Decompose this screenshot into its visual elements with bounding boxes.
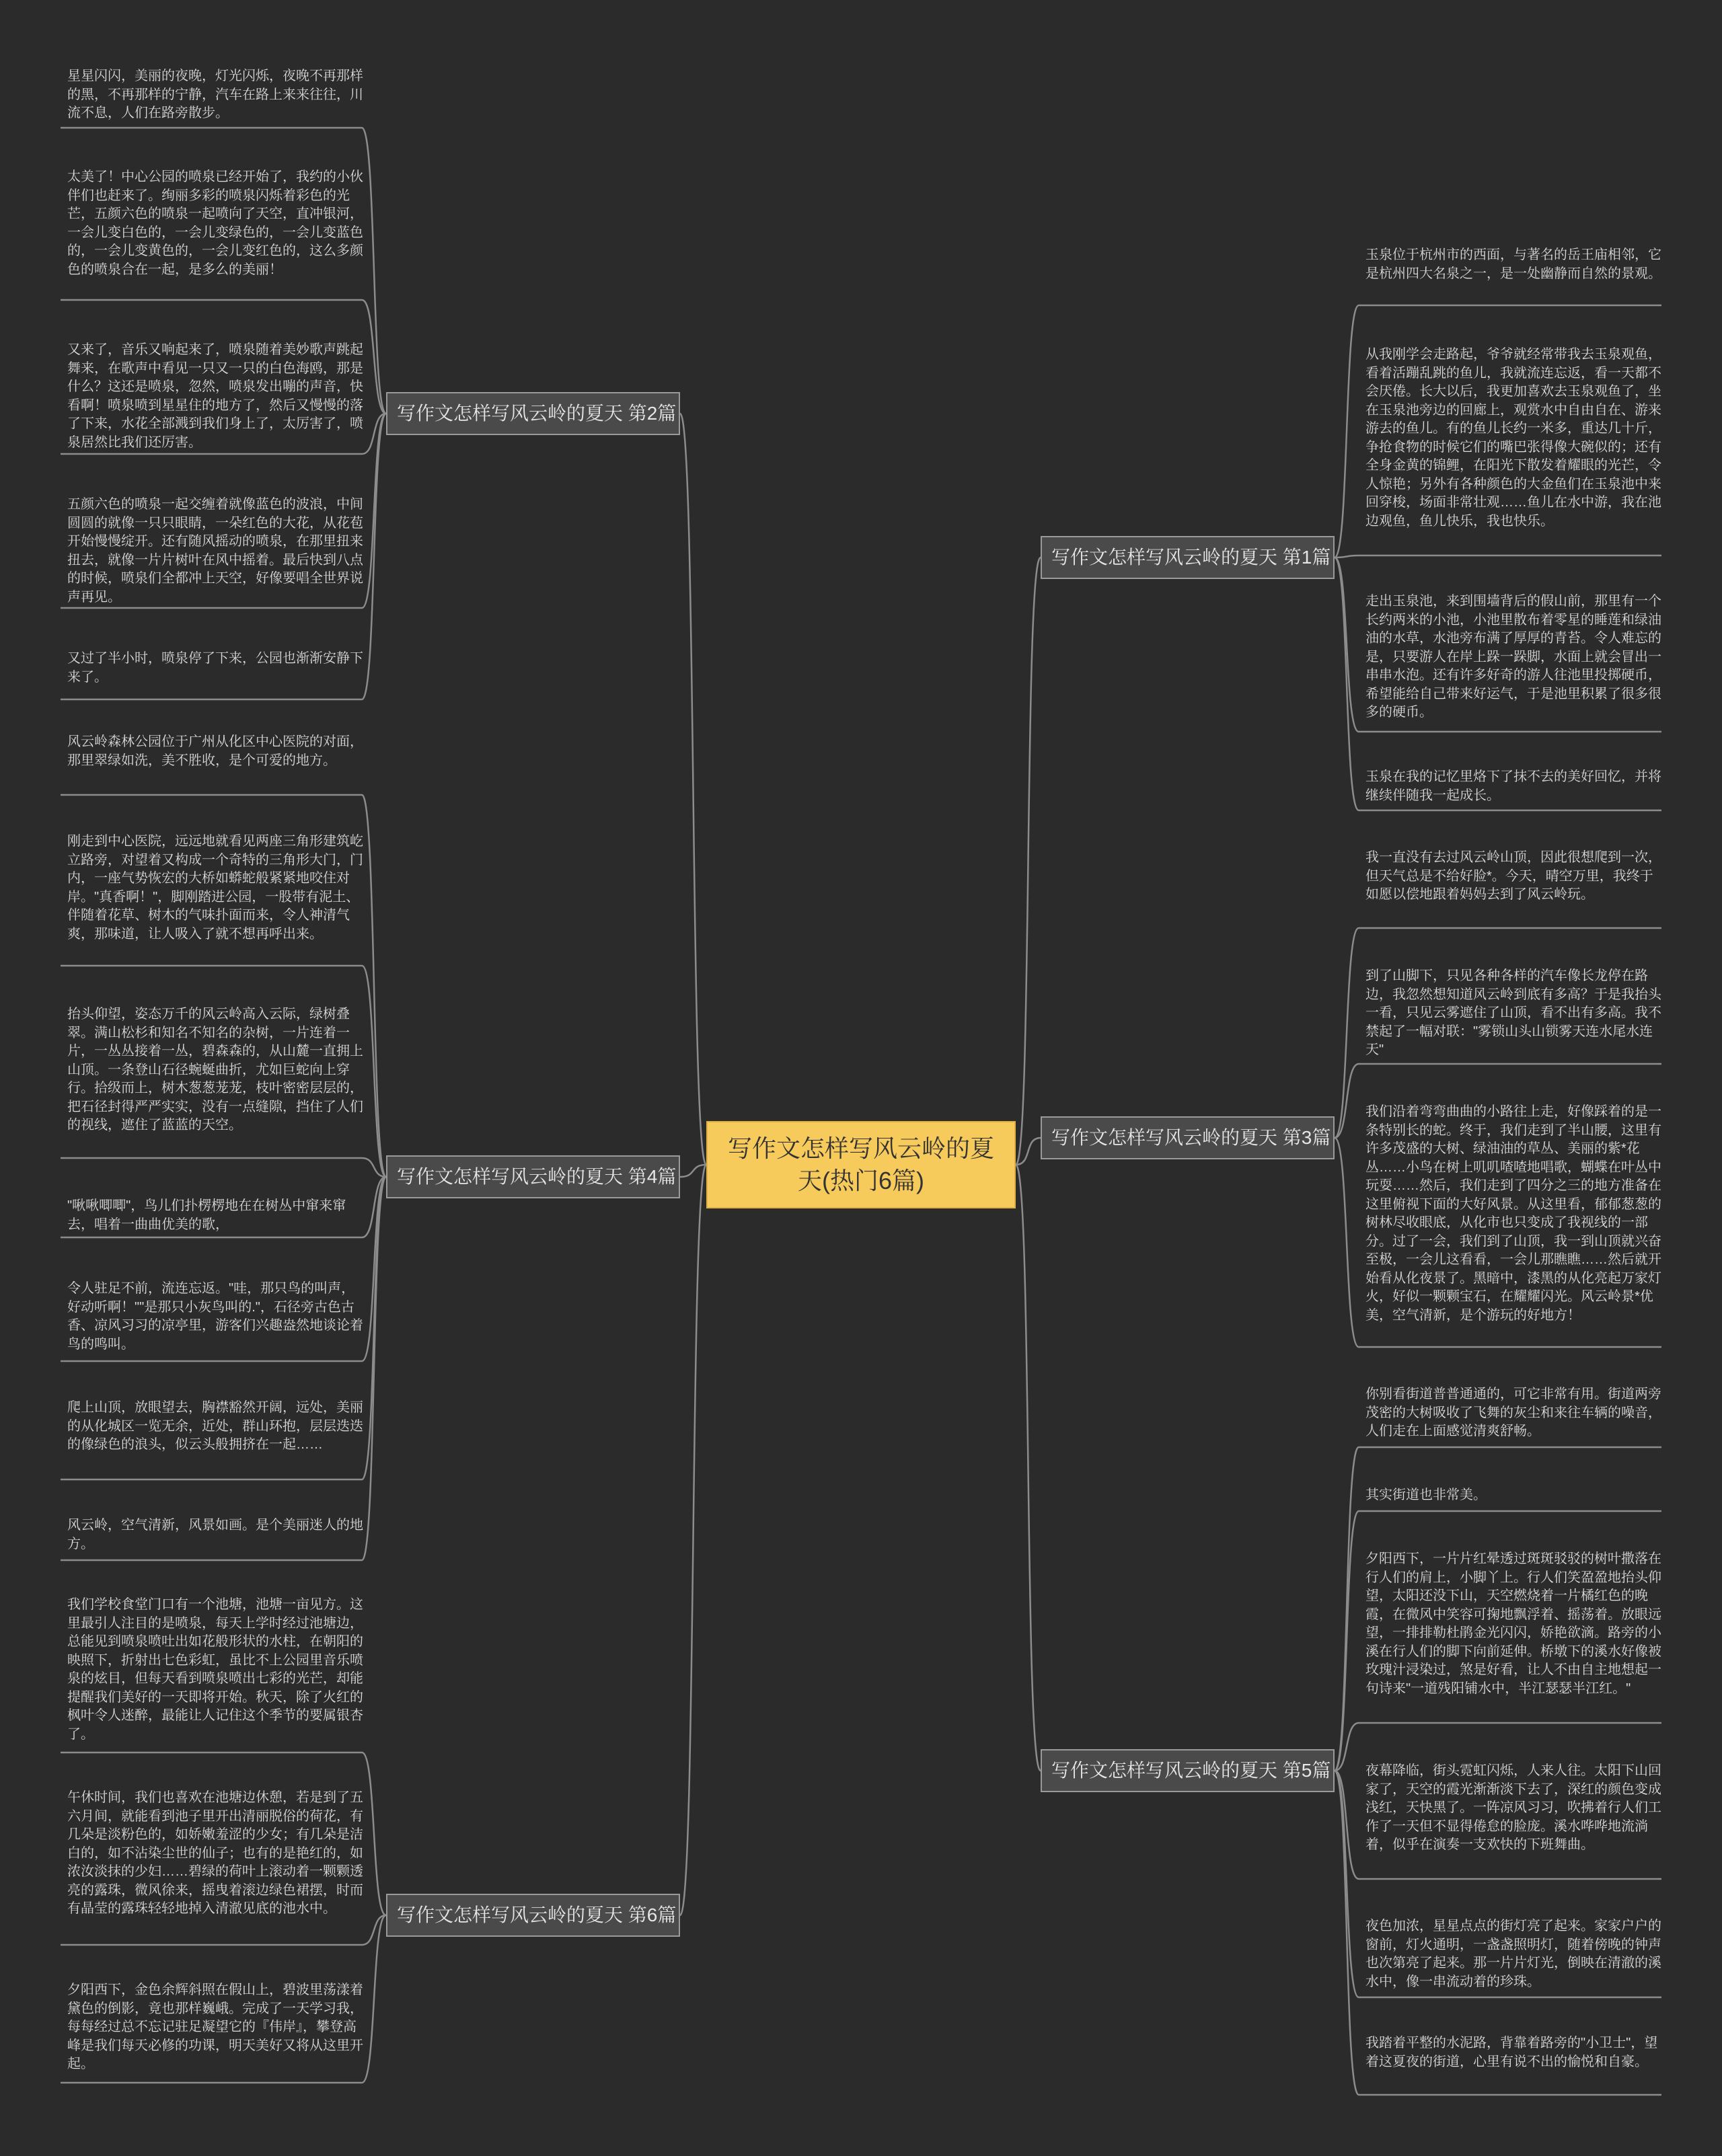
leaf-text: 夕阳西下，一片片红晕透过斑斑驳驳的树叶撒落在行人们的肩上，小脚丫上。行人们笑盈盈地抬头仰望，太阳还没下山，天空燃烧着一片橘红色的晚霞，在微风中笑容可掬地飘浮着、摇荡着。放眼远望，一排排勒杜鹃金光闪闪，娇艳欲滴。路旁的小溪在行人们的脚下向前延伸。桥墩下的溪水好像被玫瑰汁浸染过，煞是好看，让人不由自主地想起一句诗来"一道残阳铺水中，半江瑟瑟半江红。" (1365, 1551, 1661, 1696)
leaf-text: 夕阳西下，金色余辉斜照在假山上，碧波里荡漾着黛色的倒影，竟也那样巍峨。完成了一天学习我，每每经过总不忘记驻足凝望它的『伟岸』，攀登高峰是我们每天必修的功课，明天美好又将从这里开起。 (67, 1982, 363, 2071)
leaf-connector (362, 1177, 386, 1560)
leaf-connector (1335, 1447, 1359, 1771)
leaf-text: 太美了！中心公园的喷泉已经开始了，我约的小伙伴们也赶来了。绚丽多彩的喷泉闪烁着彩色的光芒，五颜六色的喷泉一起喷向了天空，直冲银河，一会儿变白色的，一会儿变绿色的，一会儿变蓝色的，一会儿变黄色的，一会儿变红色的，这么多颜色的喷泉合在一起，是多么的美丽！ (67, 169, 363, 277)
leaf-connector (362, 1915, 386, 2083)
leaf-connector (362, 1177, 386, 1479)
leaf-text: 其实街道也非常美。 (1365, 1488, 1487, 1502)
leaf-text: 从我刚学会走路起，爷爷就经常带我去玉泉观鱼，看着活蹦乱跳的鱼儿，我就流连忘返，看一天都不会厌倦。长大以后，我更加喜欢去玉泉观鱼了，坐在玉泉池旁边的回廊上，观赏水中自由自在、游来游去的鱼儿。有的鱼儿长约一米多，重达几十斤，争抢食物的时候它们的嘴巴张得像大碗似的；还有全身金黄的锦鲤，在阳光下散发着耀眼的光芒，令人惊艳；另外有各种颜色的大金鱼们在玉泉池中来回穿梭，场面非常壮观……鱼儿在水中游，我在池边观鱼，鱼儿快乐，我也快乐。 (1365, 347, 1661, 529)
branch-node-part-3[interactable]: 写作文怎样写风云岭的夏天 第3篇 (1041, 1116, 1335, 1159)
branch-node-part-5[interactable]: 写作文怎样写风云岭的夏天 第5篇 (1041, 1749, 1335, 1792)
leaf-text: 我们沿着弯弯曲曲的小路往上走，好像踩着的是一条特别长的蛇。终于，我们走到了半山腰，这里有许多茂盛的大树、绿油油的草丛、美丽的紫*花丛……小鸟在树上叽叽喳喳地唱歌，蝴蝶在叶丛中玩耍……然后，我们走到了四分之三的地方准备在这里俯视下面的大好风景。从这里看，郁郁葱葱的树林尽收眼底，从化市也只变成了我视线的一部分。过了一会，我们到了山顶，我一到山顶就兴奋至极，一会儿这看看，一会儿那瞧瞧……然后就开始看从化夜景了。黑暗中，漆黑的从化亮起万家灯火，好似一颗颗宝石，在耀耀闪光。风云岭景*优美，空气清新，是个游玩的好地方！ (1365, 1104, 1661, 1323)
leaf-connector (362, 1753, 386, 1915)
branch-node-part-1[interactable]: 写作文怎样写风云岭的夏天 第1篇 (1041, 536, 1335, 579)
leaf-text: 风云岭森林公园位于广州从化区中心医院的对面，那里翠绿如洗，美不胜收，是个可爱的地方。 (67, 734, 363, 768)
leaf-text: 又过了半小时，喷泉停了下来，公园也渐渐安静下来了。 (67, 651, 363, 685)
branch-node-part-6[interactable]: 写作文怎样写风云岭的夏天 第6篇 (386, 1894, 680, 1937)
leaf-connector (1335, 1771, 1359, 1997)
leaf-text: 玉泉在我的记忆里烙下了抹不去的美好回忆，并将继续伴随我一起成长。 (1365, 769, 1661, 803)
leaf-text: 刚走到中心医院，远远地就看见两座三角形建筑屹立路旁，对望着又构成一个奇特的三角形大门，门内，一座气势恢宏的大桥如蟒蛇般紧紧地咬住对岸。"真香啊！"，脚刚踏进公园，一股带有泥土、伴随着花草、树木的气味扑面而来，令人神清气爽，那味道，让人吸入了就不想再呼出来。 (67, 834, 363, 941)
leaf-text: 我一直没有去过风云岭山顶，因此很想爬到一次，但天气总是不给好脸*。今天，晴空万里，我终于如愿以偿地跟着妈妈去到了风云岭玩。 (1365, 850, 1661, 902)
branch-connector (680, 414, 706, 1165)
leaf-connector (1335, 1064, 1359, 1138)
branch-node-part-2[interactable]: 写作文怎样写风云岭的夏天 第2篇 (386, 392, 680, 435)
leaf-text: 抬头仰望，姿态万千的风云岭高入云际，绿树叠翠。满山松杉和知名不知名的杂树，一片连着一片，一丛丛接着一丛，碧森森的，从山麓一直拥上山顶。一条登山石径蜿蜒曲折，尤如巨蛇向上穿行。拾级而上，树木葱葱茏茏，枝叶密密层层的，把石径封得严严实实，没有一点缝隙，挡住了人们的视线，遮住了蓝蓝的天空。 (67, 1007, 363, 1132)
leaf-connector (1335, 1138, 1359, 1347)
leaf-text: 你别看街道普普通通的，可它非常有用。街道两旁茂密的大树吸收了飞舞的灰尘和来往车辆的噪音，人们走在上面感觉清爽舒畅。 (1365, 1387, 1661, 1438)
leaf-text: 风云岭，空气清新，风景如画。是个美丽迷人的地方。 (67, 1518, 363, 1551)
leaf-text: 走出玉泉池，来到围墙背后的假山前，那里有一个长约两米的小池，小池里散布着零星的睡莲和绿油油的水草，水池旁布满了厚厚的青苔。令人难忘的是，只要游人在岸上跺一跺脚，水面上就会冒出一串串水泡。还有许多好奇的游人往池里投掷硬币，希望能给自己带来好运气，于是池里积累了很多很多的硬币。 (1365, 594, 1661, 720)
leaf-connector (362, 795, 386, 1177)
leaf-text: 午休时间，我们也喜欢在池塘边休憩，若是到了五六月间，就能看到池子里开出清丽脱俗的荷花，有几朵是淡粉色的，如娇嫩羞涩的少女；有几朵是洁白的，如不沾染尘世的仙子；也有的是艳红的，如浓汝淡抹的少妇……碧绿的荷叶上滚动着一颗颗透亮的露珠，微风徐来，摇曳着滚边绿色裙摆，时而有晶莹的露珠轻轻地掉入清澈见底的池水中。 (67, 1790, 363, 1916)
leaf-text: 到了山脚下，只见各种各样的汽车像长龙停在路边，我忽然想知道风云岭到底有多高？于是我抬头一看，只见云雾遮住了山顶，看不出有多高。我不禁起了一幅对联："雾锁山头山锁雾天连水尾水连天" (1365, 968, 1661, 1057)
leaf-connector (1335, 557, 1359, 810)
branch-connector (1016, 557, 1041, 1165)
leaf-connector (362, 300, 386, 414)
leaf-connector (1335, 1771, 1359, 1879)
central-topic[interactable]: 写作文怎样写风云岭的夏天(热门6篇) (706, 1121, 1016, 1208)
leaf-text: 星星闪闪，美丽的夜晚，灯光闪烁，夜晚不再那样的黑，不再那样的宁静，汽车在路上来来往往，川流不息，人们在路旁散步。 (67, 69, 363, 120)
branch-connector (680, 1165, 706, 1915)
leaf-text: 爬上山顶，放眼望去，胸襟豁然开阔，远处，美丽的从化城区一览无余，近处，群山环抱，层层迭迭的像绿色的浪头，似云头般拥挤在一起…… (67, 1400, 363, 1452)
branch-node-part-4[interactable]: 写作文怎样写风云岭的夏天 第4篇 (386, 1155, 680, 1198)
branch-connector (680, 1165, 706, 1177)
leaf-text: "啾啾唧唧"，鸟儿们扑楞楞地在在树丛中窜来窜去，唱着一曲曲优美的歌， (67, 1198, 346, 1232)
leaf-connector (1335, 305, 1359, 557)
leaf-connector (1335, 1511, 1359, 1771)
leaf-text: 令人驻足不前，流连忘返。"哇，那只鸟的叫声，好动听啊！""是那只小灰鸟叫的."，石径旁古色古香、凉风习习的凉亭里，游客们兴趣盎然地谈论着鸟的鸣叫。 (67, 1281, 363, 1352)
leaf-connector (362, 128, 386, 414)
leaf-text: 五颜六色的喷泉一起交缠着就像蓝色的波浪，中间圆圆的就像一只只眼睛，一朵红色的大花，从花苞开始慢慢绽开。还有随风摇动的喷泉，在那里扭来扭去，就像一片片树叶在风中摇着。最后快到八点的时候，喷泉们全都冲上天空，好像要唱全世界说声再见。 (67, 497, 363, 605)
leaf-connector (1335, 555, 1359, 557)
leaf-text: 又来了，音乐又响起来了，喷泉随着美妙歌声跳起舞来，在歌声中看见一只又一只的白色海鸥，那是什么？这还是喷泉，忽然，喷泉发出嘣的声音，快看啊！喷泉喷到星星住的地方了，然后又慢慢的落了下来，水花全部溅到我们身上了，太厉害了，喷泉居然比我们还厉害。 (67, 342, 363, 450)
leaf-text: 玉泉位于杭州市的西面，与著名的岳王庙相邻，它是杭州四大名泉之一，是一处幽静而自然的景观。 (1365, 247, 1661, 281)
leaf-text: 我们学校食堂门口有一个池塘，池塘一亩见方。这里最引人注目的是喷泉，每天上学时经过池塘边，总能见到喷泉喷吐出如花般形状的水柱，在朝阳的映照下，折射出七色彩虹，虽比不上公园里音乐喷泉的炫目，但每天看到喷泉喷出七彩的光芒，却能提醒我们美好的一天即将开始。秋天，除了火红的枫叶令人迷醉，最能让人记住这个季节的要属银杏了。 (67, 1597, 363, 1742)
branch-connector (1016, 1165, 1041, 1771)
leaf-text: 夜幕降临，街头霓虹闪烁，人来人往。太阳下山回家了，天空的霞光渐渐淡下去了，深红的颜色变成浅红，天快黑了。一阵凉风习习，吹拂着行人们工作了一天但不显得倦怠的脸庞。溪水哗哗地流淌着，似乎在演奏一支欢快的下班舞曲。 (1365, 1763, 1661, 1852)
leaf-connector (362, 414, 386, 699)
leaf-text: 夜色加浓，星星点点的街灯亮了起来。家家户户的窗前，灯火通明，一盏盏照明灯，随着傍晚的钟声也次第亮了起来。那一片片灯光，倒映在清澈的溪水中，像一串流动着的珍珠。 (1365, 1919, 1661, 1989)
leaf-text: 我踏着平整的水泥路，背靠着路旁的"小卫士"，望着这夏夜的街道，心里有说不出的愉悦和自豪。 (1365, 2036, 1658, 2069)
